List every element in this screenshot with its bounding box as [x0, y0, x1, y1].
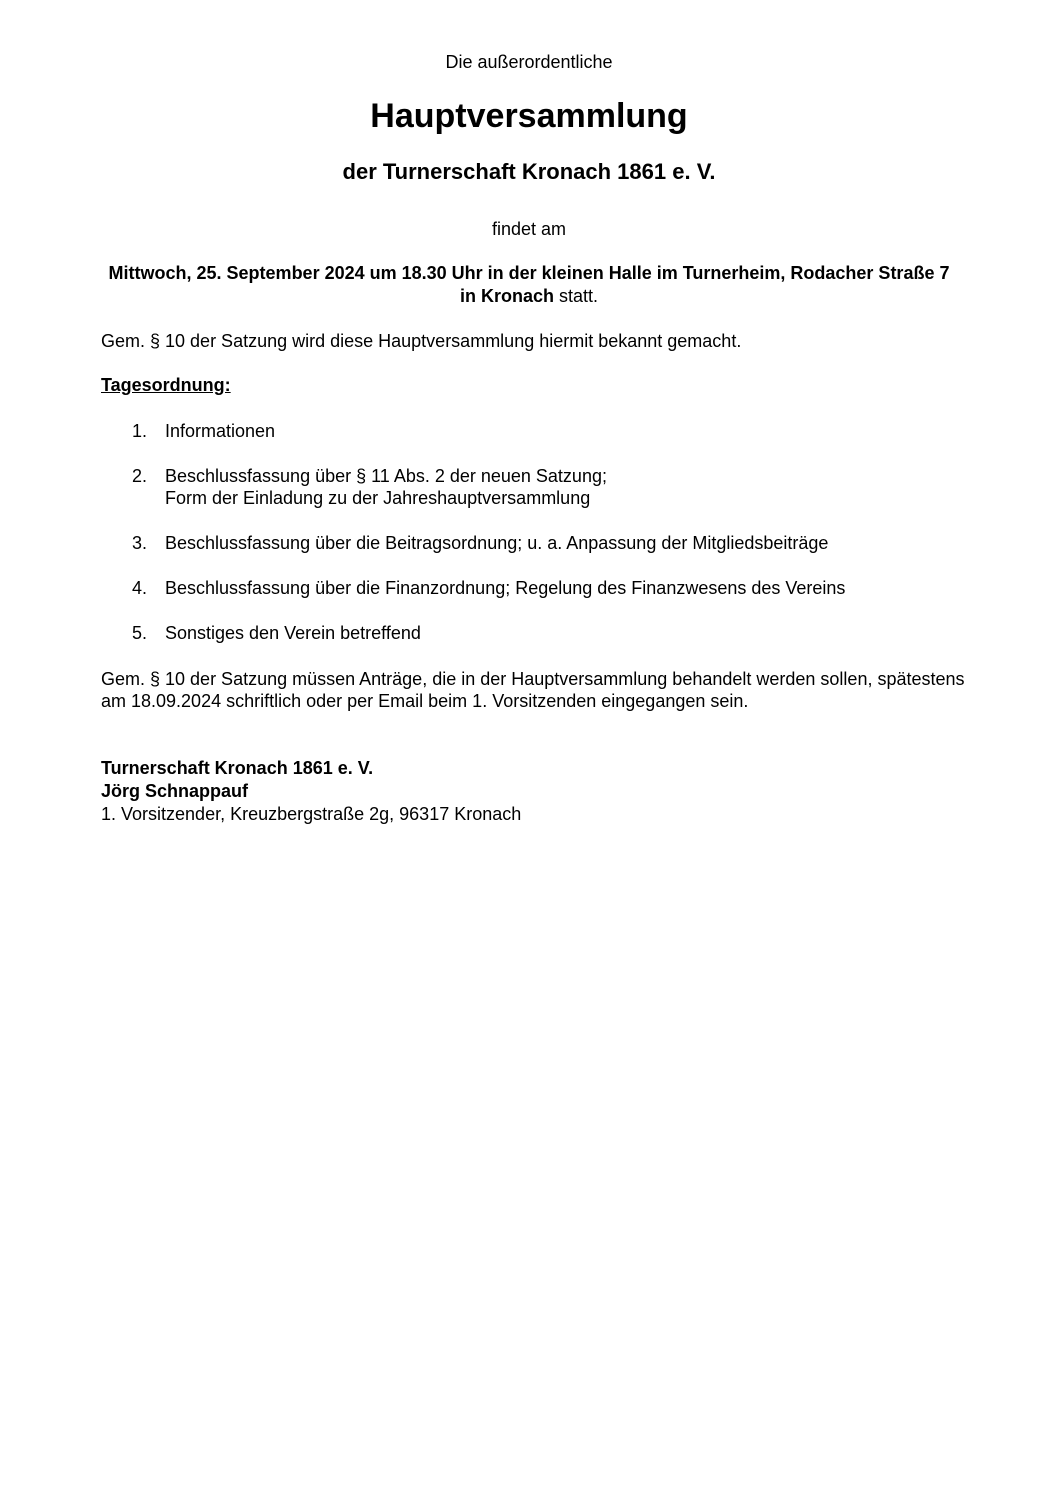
agenda-item-text: Beschlussfassung über § 11 Abs. 2 der neuen Satzung;	[165, 466, 607, 486]
signature-block	[101, 757, 521, 826]
signature-club: Turnerschaft Kronach 1861 e. V.	[101, 758, 374, 778]
agenda-item	[101, 420, 971, 442]
announcement-paragraph: Gem. § 10 der Satzung wird diese Hauptversammlung hiermit bekannt gemacht.	[101, 331, 742, 351]
meeting-date-location	[100, 262, 958, 308]
page-title: Hauptversammlung	[370, 97, 688, 135]
agenda-item-text: Beschlussfassung über die Beitragsordnung; u. a. Anpassung der Mitgliedsbeiträge	[165, 533, 829, 553]
signature-name: Jörg Schnappauf	[101, 781, 249, 801]
agenda-item	[101, 465, 971, 509]
signature-role: 1. Vorsitzender, Kreuzbergstraße 2g, 96317 Kronach	[101, 804, 522, 824]
agenda-item-number: 2.	[132, 466, 148, 486]
agenda-item-number: 1.	[132, 421, 148, 441]
agenda-item	[101, 622, 971, 644]
agenda-item-number: 3.	[132, 533, 148, 553]
agenda-item-text-line2: Form der Einladung zu der Jahreshauptversammlung	[165, 488, 591, 508]
meeting-date-location-tail: statt.	[554, 286, 599, 306]
agenda-item-text: Beschlussfassung über die Finanzordnung; Regelung des Finanzwesens des Vereins	[165, 578, 846, 598]
meeting-date-location-bold: Mittwoch, 25. September 2024 um 18.30 Uhr in der kleinen Halle im Turnerheim, Rodacher Straße 7 in Kronach	[108, 263, 950, 306]
club-subtitle: der Turnerschaft Kronach 1861 e. V.	[342, 159, 716, 184]
agenda-item-text: Informationen	[165, 421, 276, 441]
motions-note-paragraph: Gem. § 10 der Satzung müssen Anträge, die in der Hauptversammlung behandelt werden sollen, spätestens am 18.09.2024 schriftlich oder per Email beim 1. Vorsitzenden eingegangen sein.	[101, 669, 965, 711]
findet-line: findet am	[491, 219, 567, 239]
agenda-heading: Tagesordnung:	[101, 375, 231, 395]
agenda-item	[101, 577, 971, 599]
agenda-item-number: 5.	[132, 623, 148, 643]
intro-line: Die außerordentliche	[445, 52, 613, 72]
agenda-item-number: 4.	[132, 578, 148, 598]
agenda-list	[101, 420, 971, 667]
agenda-item-text: Sonstiges den Verein betreffend	[165, 623, 421, 643]
agenda-item	[101, 532, 971, 554]
